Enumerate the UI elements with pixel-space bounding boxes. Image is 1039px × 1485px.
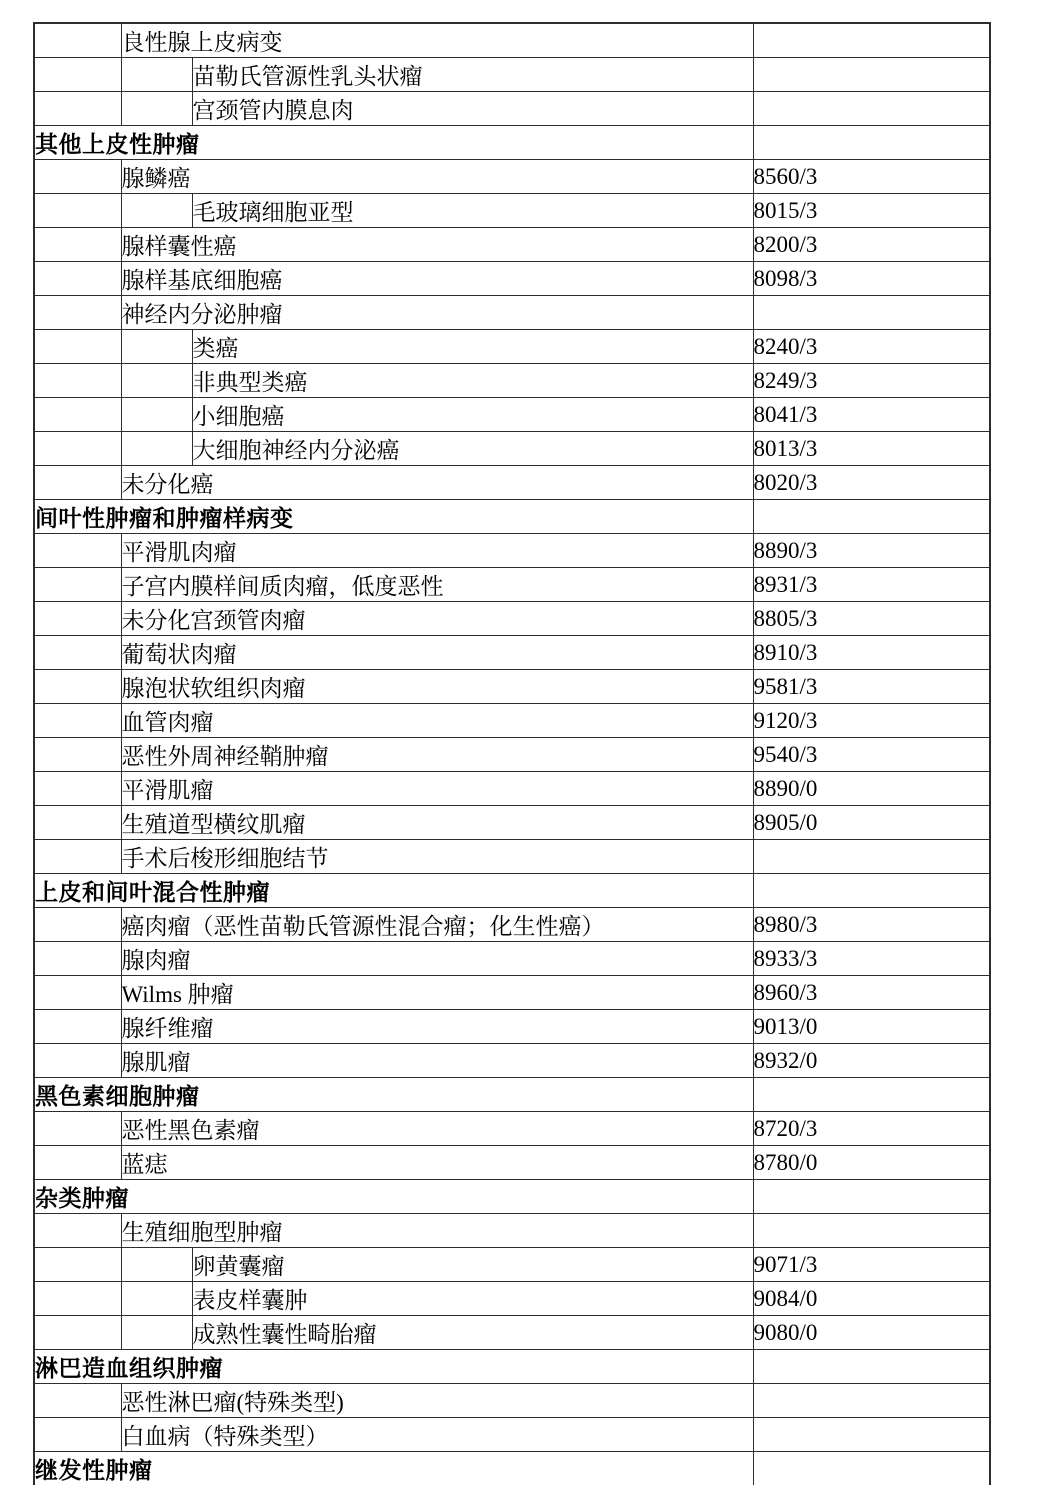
table-row	[34, 1112, 990, 1146]
table-row	[34, 296, 990, 330]
table-row	[34, 126, 990, 160]
indent-cell	[34, 23, 121, 58]
table-row	[34, 976, 990, 1010]
category-header-cell: 黑色素细胞肿瘤	[34, 1078, 753, 1112]
icdo-code-cell: 8932/0	[753, 1044, 990, 1078]
table-row	[34, 874, 990, 908]
entity-name-cell: 神经内分泌肿瘤	[121, 296, 753, 330]
entity-name-cell: 腺样基底细胞癌	[121, 262, 753, 296]
icdo-code-cell: 8013/3	[753, 432, 990, 466]
indent-cell	[34, 296, 121, 330]
icdo-code-cell: 8249/3	[753, 364, 990, 398]
entity-name-cell: 表皮样囊肿	[192, 1282, 753, 1316]
icdo-code-cell: 8780/0	[753, 1146, 990, 1180]
icdo-code-cell: 8910/3	[753, 636, 990, 670]
table-row	[34, 160, 990, 194]
table-row	[34, 194, 990, 228]
entity-name-cell: 葡萄状肉瘤	[121, 636, 753, 670]
indent-cell	[34, 806, 121, 840]
icdo-code-cell	[753, 296, 990, 330]
icdo-code-cell: 8805/3	[753, 602, 990, 636]
entity-name-cell: 苗勒氏管源性乳头状瘤	[192, 58, 753, 92]
indent-cell	[34, 1214, 121, 1248]
table-row	[34, 738, 990, 772]
indent-cell	[34, 772, 121, 806]
entity-name-cell: 生殖细胞型肿瘤	[121, 1214, 753, 1248]
indent-cell	[121, 364, 192, 398]
category-header-cell: 其他上皮性肿瘤	[34, 126, 753, 160]
icdo-code-cell	[753, 1452, 990, 1485]
icdo-code-cell: 8720/3	[753, 1112, 990, 1146]
entity-name-cell: 蓝痣	[121, 1146, 753, 1180]
entity-name-cell: 平滑肌肉瘤	[121, 534, 753, 568]
entity-name-cell: 腺肌瘤	[121, 1044, 753, 1078]
entity-name-cell: 腺泡状软组织肉瘤	[121, 670, 753, 704]
indent-cell	[34, 194, 121, 228]
entity-name-cell: 毛玻璃细胞亚型	[192, 194, 753, 228]
entity-name-cell: 恶性外周神经鞘肿瘤	[121, 738, 753, 772]
table-row	[34, 1282, 990, 1316]
indent-cell	[34, 840, 121, 874]
icdo-code-cell: 8240/3	[753, 330, 990, 364]
table-row	[34, 1452, 990, 1485]
icdo-code-cell: 8905/0	[753, 806, 990, 840]
table-row	[34, 636, 990, 670]
icdo-code-cell: 8200/3	[753, 228, 990, 262]
table-row	[34, 1010, 990, 1044]
icdo-code-cell: 9084/0	[753, 1282, 990, 1316]
icdo-code-cell: 8041/3	[753, 398, 990, 432]
category-header-cell: 继发性肿瘤	[34, 1452, 753, 1485]
table-row	[34, 772, 990, 806]
table-row	[34, 942, 990, 976]
entity-name-cell: 未分化宫颈管肉瘤	[121, 602, 753, 636]
table-row	[34, 704, 990, 738]
entity-name-cell: 恶性黑色素瘤	[121, 1112, 753, 1146]
table-row	[34, 1180, 990, 1214]
indent-cell	[34, 738, 121, 772]
indent-cell	[121, 92, 192, 126]
indent-cell	[34, 1010, 121, 1044]
icdo-code-cell: 9581/3	[753, 670, 990, 704]
icdo-code-cell: 8020/3	[753, 466, 990, 500]
icdo-code-cell	[753, 1078, 990, 1112]
category-header-cell: 间叶性肿瘤和肿瘤样病变	[34, 500, 753, 534]
indent-cell	[34, 1282, 121, 1316]
indent-cell	[34, 330, 121, 364]
indent-cell	[121, 432, 192, 466]
indent-cell	[34, 466, 121, 500]
entity-name-cell: Wilms 肿瘤	[121, 976, 753, 1010]
icdo-code-cell	[753, 840, 990, 874]
table-row	[34, 1418, 990, 1452]
entity-name-cell: 宫颈管内膜息肉	[192, 92, 753, 126]
icdo-code-cell: 9120/3	[753, 704, 990, 738]
entity-name-cell: 白血病（特殊类型）	[121, 1418, 753, 1452]
table-row	[34, 330, 990, 364]
table-row	[34, 92, 990, 126]
icdo-code-cell: 9540/3	[753, 738, 990, 772]
icdo-code-cell: 8890/3	[753, 534, 990, 568]
icdo-code-cell	[753, 1180, 990, 1214]
indent-cell	[34, 602, 121, 636]
category-header-cell: 上皮和间叶混合性肿瘤	[34, 874, 753, 908]
entity-name-cell: 血管肉瘤	[121, 704, 753, 738]
entity-name-cell: 卵黄囊瘤	[192, 1248, 753, 1282]
indent-cell	[34, 92, 121, 126]
indent-cell	[34, 58, 121, 92]
entity-name-cell: 恶性淋巴瘤(特殊类型)	[121, 1384, 753, 1418]
indent-cell	[34, 1044, 121, 1078]
icdo-code-cell: 9013/0	[753, 1010, 990, 1044]
table-row	[34, 1214, 990, 1248]
indent-cell	[34, 1248, 121, 1282]
icdo-code-cell	[753, 126, 990, 160]
entity-name-cell: 非典型类癌	[192, 364, 753, 398]
table-row	[34, 23, 990, 58]
entity-name-cell: 成熟性囊性畸胎瘤	[192, 1316, 753, 1350]
entity-name-cell: 类癌	[192, 330, 753, 364]
category-header-cell: 杂类肿瘤	[34, 1180, 753, 1214]
entity-name-cell: 生殖道型横纹肌瘤	[121, 806, 753, 840]
indent-cell	[34, 1316, 121, 1350]
table-row	[34, 1044, 990, 1078]
indent-cell	[34, 364, 121, 398]
indent-cell	[34, 908, 121, 942]
indent-cell	[34, 534, 121, 568]
entity-name-cell: 腺样囊性癌	[121, 228, 753, 262]
table-row	[34, 1384, 990, 1418]
table-row	[34, 1146, 990, 1180]
icdo-code-cell: 8980/3	[753, 908, 990, 942]
icdo-code-cell	[753, 1350, 990, 1384]
indent-cell	[34, 1384, 121, 1418]
category-header-cell: 淋巴造血组织肿瘤	[34, 1350, 753, 1384]
indent-cell	[121, 194, 192, 228]
entity-name-cell: 腺纤维瘤	[121, 1010, 753, 1044]
indent-cell	[34, 942, 121, 976]
table-row	[34, 500, 990, 534]
table-body	[34, 23, 990, 1485]
entity-name-cell: 癌肉瘤（恶性苗勒氏管源性混合瘤；化生性癌）	[121, 908, 753, 942]
table-row	[34, 228, 990, 262]
icdo-code-cell	[753, 500, 990, 534]
indent-cell	[121, 398, 192, 432]
table-row	[34, 1248, 990, 1282]
entity-name-cell: 手术后梭形细胞结节	[121, 840, 753, 874]
indent-cell	[34, 1112, 121, 1146]
icdo-code-cell	[753, 92, 990, 126]
indent-cell	[34, 262, 121, 296]
table-row	[34, 534, 990, 568]
indent-cell	[34, 160, 121, 194]
indent-cell	[121, 1316, 192, 1350]
table-row	[34, 58, 990, 92]
icdo-code-cell: 8933/3	[753, 942, 990, 976]
table-row	[34, 670, 990, 704]
icdo-code-cell: 8015/3	[753, 194, 990, 228]
entity-name-cell: 腺鳞癌	[121, 160, 753, 194]
table-row	[34, 806, 990, 840]
table-row	[34, 262, 990, 296]
indent-cell	[121, 1248, 192, 1282]
indent-cell	[34, 670, 121, 704]
indent-cell	[121, 1282, 192, 1316]
indent-cell	[34, 636, 121, 670]
indent-cell	[34, 1418, 121, 1452]
indent-cell	[34, 398, 121, 432]
tumor-classification-table	[33, 22, 991, 1485]
icdo-code-cell: 8098/3	[753, 262, 990, 296]
icdo-code-cell: 9080/0	[753, 1316, 990, 1350]
icdo-code-cell: 9071/3	[753, 1248, 990, 1282]
table-row	[34, 568, 990, 602]
table-row	[34, 364, 990, 398]
table-row	[34, 1316, 990, 1350]
indent-cell	[34, 704, 121, 738]
indent-cell	[34, 432, 121, 466]
entity-name-cell: 良性腺上皮病变	[121, 23, 753, 58]
icdo-code-cell: 8960/3	[753, 976, 990, 1010]
icdo-code-cell	[753, 1214, 990, 1248]
icdo-code-cell	[753, 1384, 990, 1418]
table-row	[34, 602, 990, 636]
entity-name-cell: 大细胞神经内分泌癌	[192, 432, 753, 466]
icdo-code-cell: 8931/3	[753, 568, 990, 602]
icdo-code-cell: 8890/0	[753, 772, 990, 806]
entity-name-cell: 腺肉瘤	[121, 942, 753, 976]
indent-cell	[34, 568, 121, 602]
indent-cell	[34, 1146, 121, 1180]
entity-name-cell: 未分化癌	[121, 466, 753, 500]
indent-cell	[121, 58, 192, 92]
table-row	[34, 1350, 990, 1384]
icdo-code-cell	[753, 58, 990, 92]
table-row	[34, 432, 990, 466]
icdo-code-cell	[753, 1418, 990, 1452]
indent-cell	[121, 330, 192, 364]
table-row	[34, 398, 990, 432]
entity-name-cell: 子宫内膜样间质肉瘤，低度恶性	[121, 568, 753, 602]
indent-cell	[34, 228, 121, 262]
table-row	[34, 840, 990, 874]
icdo-code-cell: 8560/3	[753, 160, 990, 194]
entity-name-cell: 小细胞癌	[192, 398, 753, 432]
icdo-code-cell	[753, 874, 990, 908]
indent-cell	[34, 976, 121, 1010]
table-row	[34, 1078, 990, 1112]
table-row	[34, 908, 990, 942]
table-row	[34, 466, 990, 500]
entity-name-cell: 平滑肌瘤	[121, 772, 753, 806]
icdo-code-cell	[753, 23, 990, 58]
